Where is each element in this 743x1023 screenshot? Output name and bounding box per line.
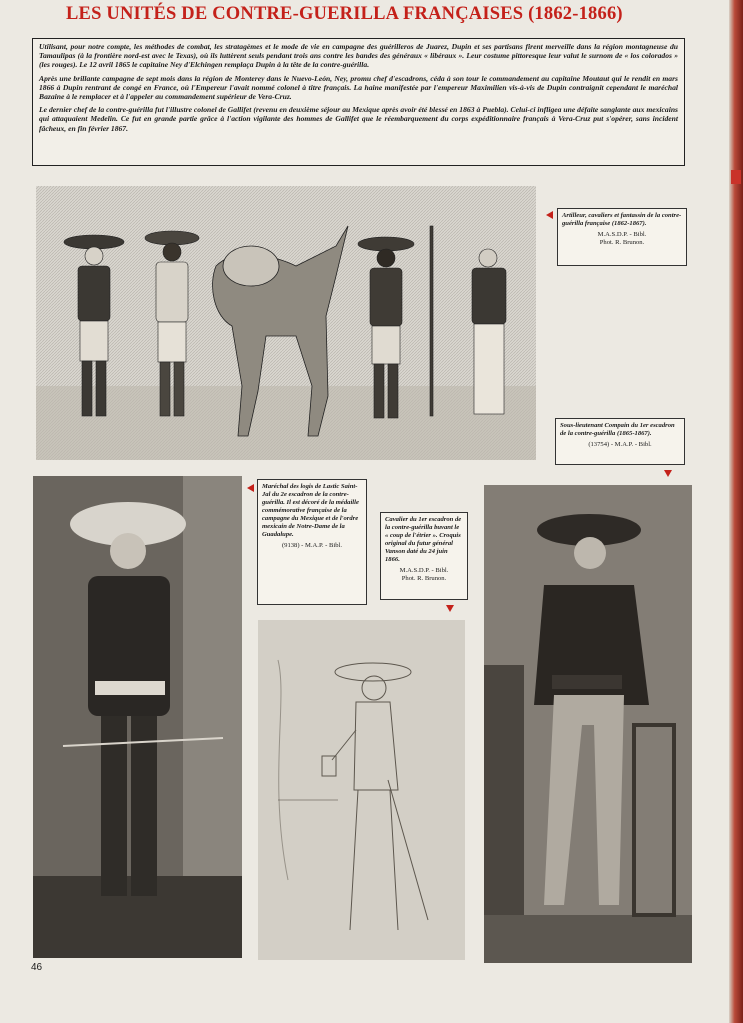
page-edge <box>729 0 743 1023</box>
caption-arrow-artilleur <box>546 211 553 219</box>
photo-marechal-des-logis <box>33 476 242 958</box>
caption-arrow-marechal <box>247 484 254 492</box>
caption-artilleur <box>557 208 687 266</box>
page-tab-marker <box>731 170 741 184</box>
portrait-illustration <box>33 476 242 958</box>
caption-marechal-source: (9138) - M.A.P. - Bibl. <box>281 542 343 549</box>
sketch-illustration <box>258 620 465 960</box>
caption-artilleur-source-2: Phot. R. Brunon. <box>599 239 645 246</box>
intro-paragraph-1: Utilisant, pour notre compte, les méthodes de combat, les stratagèmes et le mode de vie en campagne des guérilleros de Juarez, Dupin et ses partisans firent merveille dans la région montagneuse du Tamaulipas (à la frontière nord-est avec le Texas), où ils luttèrent seuls pendant trois ans contre les bandes des généraux « libéraux ». Leur costume pittoresque leur valut le surnom de « los colorados » (les rouges). Le 12 avril 1865 le capitaine Ney d'Elchingen remplaça Dupin à la tête de la contre-guérilla. <box>39 42 678 70</box>
caption-arrow-compain <box>664 470 672 477</box>
page-title: LES UNITÉS DE CONTRE-GUERILLA FRANÇAISES (1862-1866) <box>66 4 623 24</box>
intro-paragraph-3: Le dernier chef de la contre-guérilla fut l'illustre colonel de Gallifet (revenu en deuxième séjour au Mexique après avoir été blessé en 1863 à Puebla). Celui-ci infligea une défaite sanglante aux mexicains qui attaquaient Medelin. Ce fut en grande partie grâce à l'action vigilante des hommes de Gallifet que le réembarquement du corps expéditionnaire français à Vera-Cruz put s'opérer, sans incident fâcheux, en fin février 1867. <box>39 105 678 133</box>
engraving-illustration <box>36 186 536 460</box>
compain-illustration <box>484 485 692 963</box>
intro-text-box <box>32 38 685 166</box>
intro-paragraph-2: Après une brillante campagne de sept mois dans la région de Monterey dans le Nuevo-León, Ney, promu chef d'escadrons, céda à son tour le commandement au capitaine Moutaut qui le rendit en mars 1866 à Dupin rentrant de congé en France, où l'Empereur l'avait nommé colonel à titre français. La haine manifestée par l'empereur Maximilien vis-à-vis de Dupin contraignit cependant le maréchal Bazaine à le remplacer et à l'appeler au commandement supérieur de Vera-Cruz. <box>39 73 678 102</box>
caption-arrow-cavalier <box>446 605 454 612</box>
caption-artilleur-text: Artilleur, cavaliers et fantassin de la contre-guérilla française (1862-1867). <box>562 212 682 227</box>
caption-compain <box>555 418 685 465</box>
caption-compain-source: (13754) - M.A.P. - Bibl. <box>588 441 652 448</box>
caption-cavalier <box>380 512 468 600</box>
caption-marechal-text: Maréchal des logis de Lastic Saint-Jal du 2e escadron de la contre-guérilla. Il est décoré de la médaille commémorative française de la campagne du Mexique et de l'ordre mexicain de Notre-Dame de la Guadalupe. <box>262 483 359 538</box>
caption-cavalier-text: Cavalier du 1er escadron de la contre-guérilla buvant le « coup de l'étrier ». Croquis original du futur général Vanson daté du 24 juin 1866. <box>385 516 462 563</box>
caption-marechal <box>257 479 367 605</box>
sketch-cavalier-coup-de-l-etrier <box>258 620 465 960</box>
page-number: 46 <box>31 962 43 973</box>
engraving-soldiers-and-horse <box>36 186 536 460</box>
caption-cavalier-source-2: Phot. R. Brunon. <box>401 575 447 582</box>
photo-sous-lieutenant-compain <box>484 485 692 963</box>
caption-cavalier-source-1: M.A.S.D.P. - Bibl. <box>399 567 449 574</box>
caption-compain-text: Sous-lieutenant Compain du 1er escadron de la contre-guérilla (1865-1867). <box>560 422 675 437</box>
caption-artilleur-source-1: M.A.S.D.P. - Bibl. <box>597 231 647 238</box>
